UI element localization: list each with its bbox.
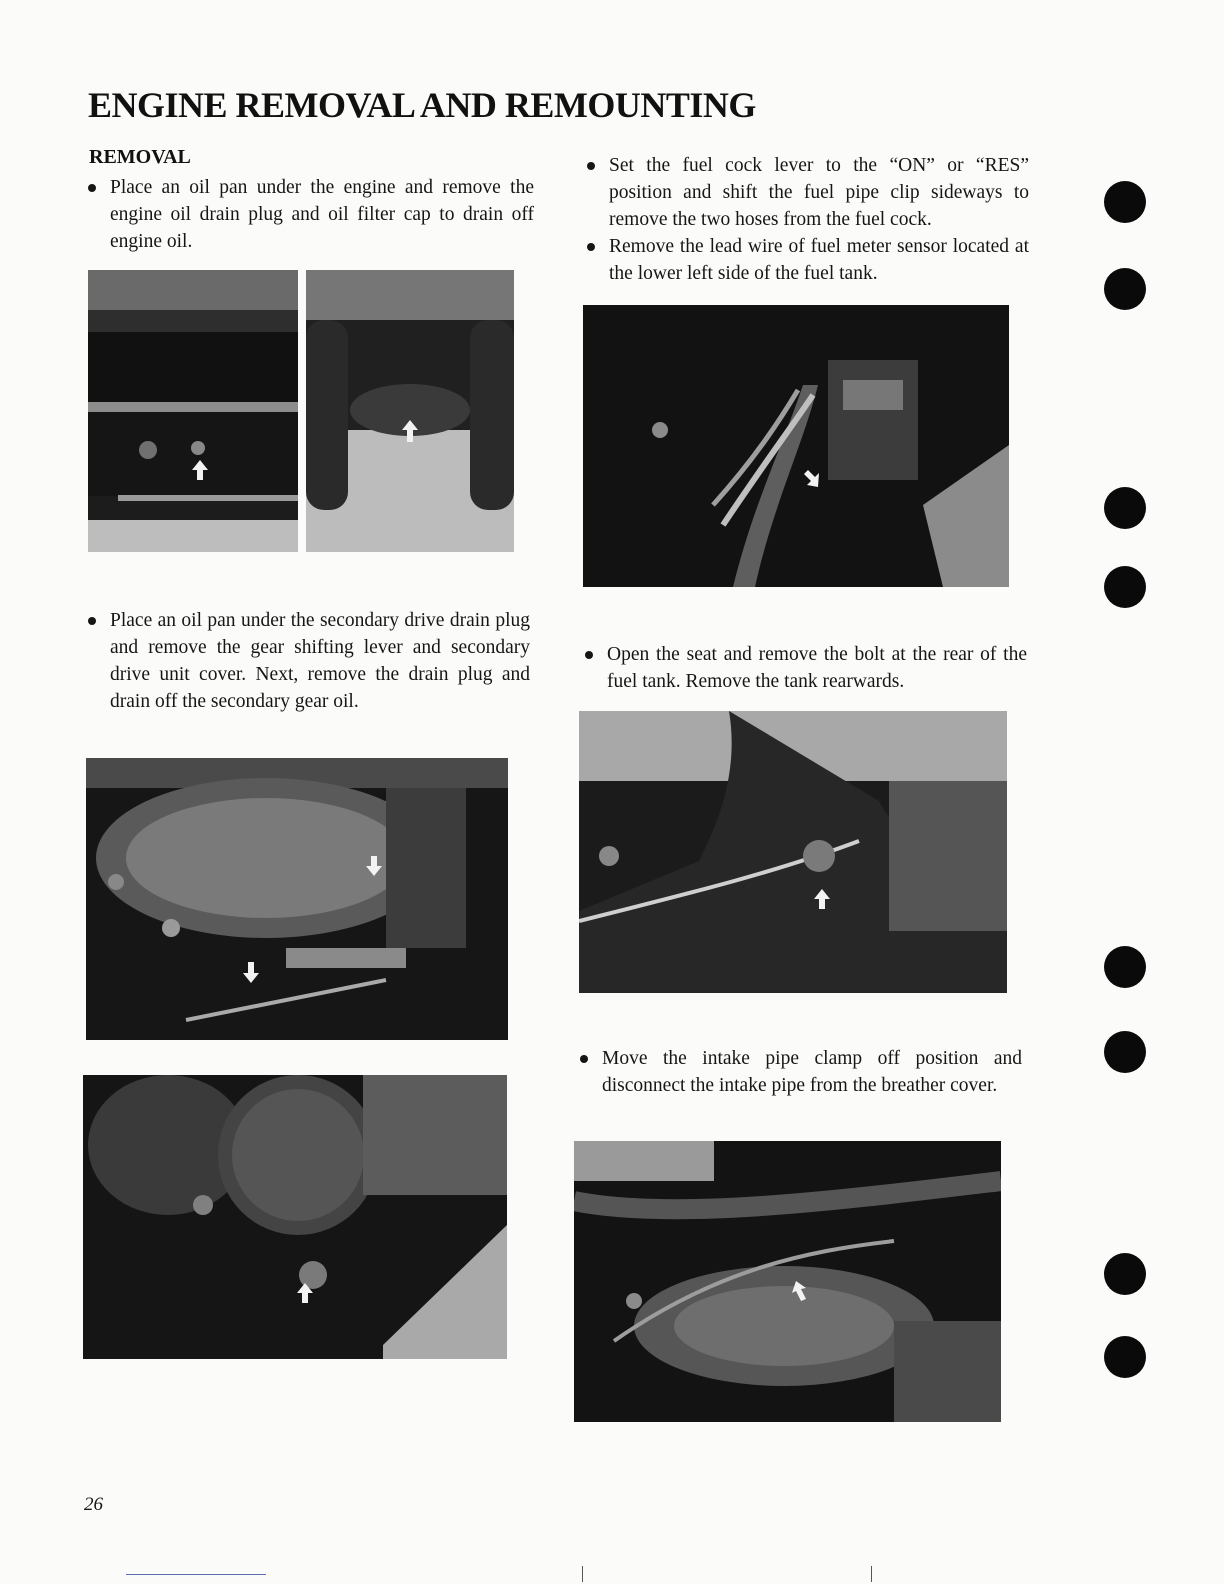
step-text: Remove the lead wire of fuel meter sensor located at the lower left side of the fuel tank. (609, 236, 1029, 284)
step-fuel-cock (587, 152, 1029, 233)
index-tab-marker (1104, 181, 1146, 223)
scan-tick-mark (871, 1566, 872, 1582)
step-drain-secondary-oil (88, 607, 530, 715)
index-tab-marker (1104, 1253, 1146, 1295)
intake-pipe-clamp-photo (574, 1141, 1001, 1422)
section-heading-removal: REMOVAL (89, 146, 191, 168)
secondary-drain-plug-photo (83, 1075, 507, 1359)
page-number: 26 (84, 1494, 103, 1515)
index-tab-marker (1104, 1336, 1146, 1378)
page-title: ENGINE REMOVAL AND REMOUNTING (88, 85, 756, 125)
index-tab-marker (1104, 487, 1146, 529)
bullet-icon (88, 617, 96, 625)
secondary-drive-cover-photo (86, 758, 508, 1040)
index-tab-marker (1104, 946, 1146, 988)
bullet-icon (585, 651, 593, 659)
step-drain-engine-oil (88, 174, 534, 255)
step-text: Open the seat and remove the bolt at the rear of the fuel tank. Remove the tank rearwards. (607, 644, 1027, 692)
fuel-cock-hoses-photo (583, 305, 1009, 587)
bullet-icon (587, 162, 595, 170)
scan-underline-mark (126, 1574, 266, 1575)
bullet-icon (587, 243, 595, 251)
step-fuel-meter-wire (587, 233, 1029, 287)
index-tab-marker (1104, 268, 1146, 310)
step-text: Set the fuel cock lever to the “ON” or “RES” position and shift the fuel pipe clip sideways to remove the two hoses from the fuel cock. (609, 155, 1029, 230)
step-intake-pipe (580, 1045, 1022, 1099)
bullet-icon (88, 184, 96, 192)
step-text: Move the intake pipe clamp off position and disconnect the intake pipe from the breather cover. (602, 1048, 1022, 1096)
oil-filter-cap-photo (306, 270, 514, 552)
scan-tick-mark (582, 1566, 583, 1582)
step-text: Place an oil pan under the engine and remove the engine oil drain plug and oil filter cap to drain off engine oil. (110, 177, 534, 252)
fuel-tank-rear-bolt-photo (579, 711, 1007, 993)
step-remove-fuel-tank (585, 641, 1027, 695)
oil-drain-plug-photo (88, 270, 298, 552)
bullet-icon (580, 1055, 588, 1063)
index-tab-marker (1104, 566, 1146, 608)
index-tab-marker (1104, 1031, 1146, 1073)
step-text: Place an oil pan under the secondary drive drain plug and remove the gear shifting lever and secondary drive unit cover. Next, remove the drain plug and drain off the secondary gear oil. (110, 610, 530, 712)
